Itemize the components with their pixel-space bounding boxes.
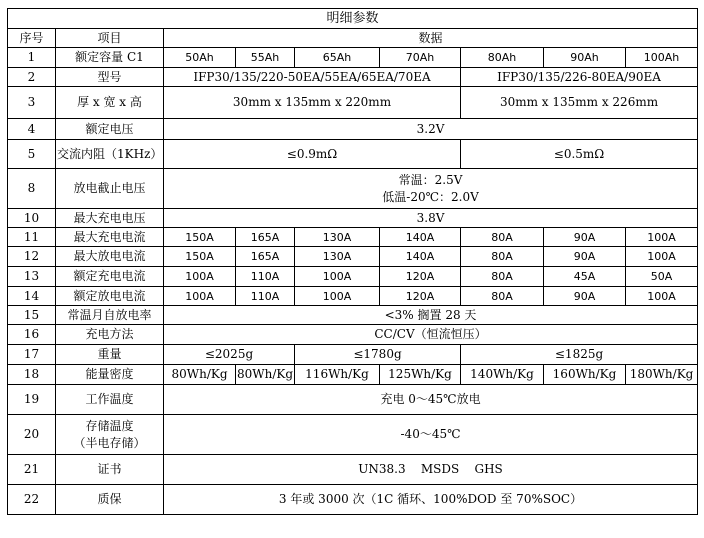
value-cell: 80A xyxy=(461,228,544,247)
value-cell: -40～45℃ xyxy=(164,415,698,455)
value-cell: 140A xyxy=(380,228,461,247)
table-row xyxy=(8,119,698,140)
table-row xyxy=(8,306,698,325)
row-label: 充电方法 xyxy=(56,325,164,345)
weight-cell-b: ≤1780g xyxy=(295,345,461,365)
resistance-cell-b: ≤0.5mΩ xyxy=(461,140,698,169)
row-label: 质保 xyxy=(56,485,164,515)
row-seq: 8 xyxy=(8,169,56,209)
table-row xyxy=(8,140,698,169)
row-label: 型号 xyxy=(56,68,164,87)
value-cell: 150A xyxy=(164,247,236,267)
storage-temp-note: （半电存储） xyxy=(73,435,146,450)
row-label: 额定充电电流 xyxy=(56,267,164,287)
row-seq: 22 xyxy=(8,485,56,515)
value-cell: 100A xyxy=(295,267,380,287)
row-label: 最大放电电流 xyxy=(56,247,164,267)
value-cell: 100A xyxy=(626,247,698,267)
value-cell: 80A xyxy=(461,287,544,306)
table-title: 明细参数 xyxy=(8,9,698,29)
value-cell: 90A xyxy=(544,247,626,267)
table-row xyxy=(8,228,698,247)
row-seq: 17 xyxy=(8,345,56,365)
row-label: 放电截止电压 xyxy=(56,169,164,209)
model-cell-a: IFP30/135/220-50EA/55EA/65EA/70EA xyxy=(164,68,461,87)
value-cell: 140Wh/Kg xyxy=(461,365,544,385)
value-cell: 125Wh/Kg xyxy=(380,365,461,385)
weight-cell-a: ≤2025g xyxy=(164,345,295,365)
dimension-cell-b: 30mm x 135mm x 226mm xyxy=(461,87,698,119)
value-cell: 90A xyxy=(544,287,626,306)
row-label: 交流内阻（1KHz） xyxy=(56,140,164,169)
value-cell: 110A xyxy=(236,287,295,306)
dimension-cell-a: 30mm x 135mm x 220mm xyxy=(164,87,461,119)
row-seq: 12 xyxy=(8,247,56,267)
value-cell: 160Wh/Kg xyxy=(544,365,626,385)
value-cell: 165A xyxy=(236,247,295,267)
row-seq: 11 xyxy=(8,228,56,247)
table-row xyxy=(8,365,698,385)
capacity-cell: 90Ah xyxy=(544,48,626,68)
cutoff-low-temp: 低温-20℃：2.0V xyxy=(382,189,479,204)
value-cell: CC/CV（恒流恒压） xyxy=(164,325,698,345)
capacity-cell: 100Ah xyxy=(626,48,698,68)
row-seq: 13 xyxy=(8,267,56,287)
value-cell: 100A xyxy=(164,267,236,287)
table-row xyxy=(8,169,698,209)
row-seq: 1 xyxy=(8,48,56,68)
value-cell: 3.8V xyxy=(164,209,698,228)
warranty-cell: 3 年或 3000 次（1C 循环、100%DOD 至 70%SOC） xyxy=(164,485,698,515)
row-seq: 14 xyxy=(8,287,56,306)
table-row xyxy=(8,485,698,515)
row-label: 工作温度 xyxy=(56,385,164,415)
header-item: 项目 xyxy=(56,29,164,48)
value-cell: 165A xyxy=(236,228,295,247)
row-label: 厚 x 宽 x 高 xyxy=(56,87,164,119)
row-seq: 5 xyxy=(8,140,56,169)
row-label: 证书 xyxy=(56,455,164,485)
value-cell: 90A xyxy=(544,228,626,247)
row-seq: 4 xyxy=(8,119,56,140)
row-label: 常温月自放电率 xyxy=(56,306,164,325)
value-cell: 80Wh/Kg xyxy=(236,365,295,385)
table-row xyxy=(8,247,698,267)
row-seq: 16 xyxy=(8,325,56,345)
value-cell: 140A xyxy=(380,247,461,267)
value-cell: 120A xyxy=(380,287,461,306)
row-label xyxy=(56,415,164,455)
value-cell: 110A xyxy=(236,267,295,287)
table-row xyxy=(8,325,698,345)
capacity-cell: 50Ah xyxy=(164,48,236,68)
row-label: 最大充电电流 xyxy=(56,228,164,247)
table-row xyxy=(8,415,698,455)
certificate-cell: UN38.3 MSDS GHS xyxy=(164,455,698,485)
value-cell: 120A xyxy=(380,267,461,287)
value-cell: 130A xyxy=(295,247,380,267)
row-label: 重量 xyxy=(56,345,164,365)
capacity-cell: 55Ah xyxy=(236,48,295,68)
capacity-cell: 80Ah xyxy=(461,48,544,68)
table-row xyxy=(8,48,698,68)
title-row xyxy=(8,9,698,29)
value-cell: 45A xyxy=(544,267,626,287)
row-label: 最大充电电压 xyxy=(56,209,164,228)
value-cell: 100A xyxy=(626,228,698,247)
row-label: 额定容量 C1 xyxy=(56,48,164,68)
cutoff-voltage-cell xyxy=(164,169,698,209)
row-seq: 19 xyxy=(8,385,56,415)
value-cell: 50A xyxy=(626,267,698,287)
value-cell: 充电 0～45℃放电 xyxy=(164,385,698,415)
row-seq: 3 xyxy=(8,87,56,119)
table-row xyxy=(8,287,698,306)
capacity-cell: 65Ah xyxy=(295,48,380,68)
table-row xyxy=(8,345,698,365)
table-row xyxy=(8,209,698,228)
storage-temp-label: 存储温度 xyxy=(85,418,134,433)
weight-cell-c: ≤1825g xyxy=(461,345,698,365)
row-seq: 10 xyxy=(8,209,56,228)
value-cell: 100A xyxy=(164,287,236,306)
cutoff-normal: 常温：2.5V xyxy=(398,172,463,187)
value-cell: <3% 搁置 28 天 xyxy=(164,306,698,325)
table-row xyxy=(8,68,698,87)
row-seq: 15 xyxy=(8,306,56,325)
table-row xyxy=(8,455,698,485)
value-cell: 80Wh/Kg xyxy=(164,365,236,385)
table-row xyxy=(8,87,698,119)
row-label: 额定放电电流 xyxy=(56,287,164,306)
value-cell: 116Wh/Kg xyxy=(295,365,380,385)
capacity-cell: 70Ah xyxy=(380,48,461,68)
row-seq: 18 xyxy=(8,365,56,385)
value-cell: 80A xyxy=(461,247,544,267)
value-cell: 130A xyxy=(295,228,380,247)
spec-table xyxy=(7,8,698,515)
row-label: 额定电压 xyxy=(56,119,164,140)
header-row xyxy=(8,29,698,48)
row-seq: 21 xyxy=(8,455,56,485)
resistance-cell-a: ≤0.9mΩ xyxy=(164,140,461,169)
row-label: 能量密度 xyxy=(56,365,164,385)
value-cell: 100A xyxy=(295,287,380,306)
row-seq: 2 xyxy=(8,68,56,87)
value-cell: 180Wh/Kg xyxy=(626,365,698,385)
value-cell: 3.2V xyxy=(164,119,698,140)
row-seq: 20 xyxy=(8,415,56,455)
model-cell-b: IFP30/135/226-80EA/90EA xyxy=(461,68,698,87)
table-row xyxy=(8,267,698,287)
value-cell: 100A xyxy=(626,287,698,306)
header-data: 数据 xyxy=(164,29,698,48)
header-seq: 序号 xyxy=(8,29,56,48)
value-cell: 150A xyxy=(164,228,236,247)
value-cell: 80A xyxy=(461,267,544,287)
table-row xyxy=(8,385,698,415)
